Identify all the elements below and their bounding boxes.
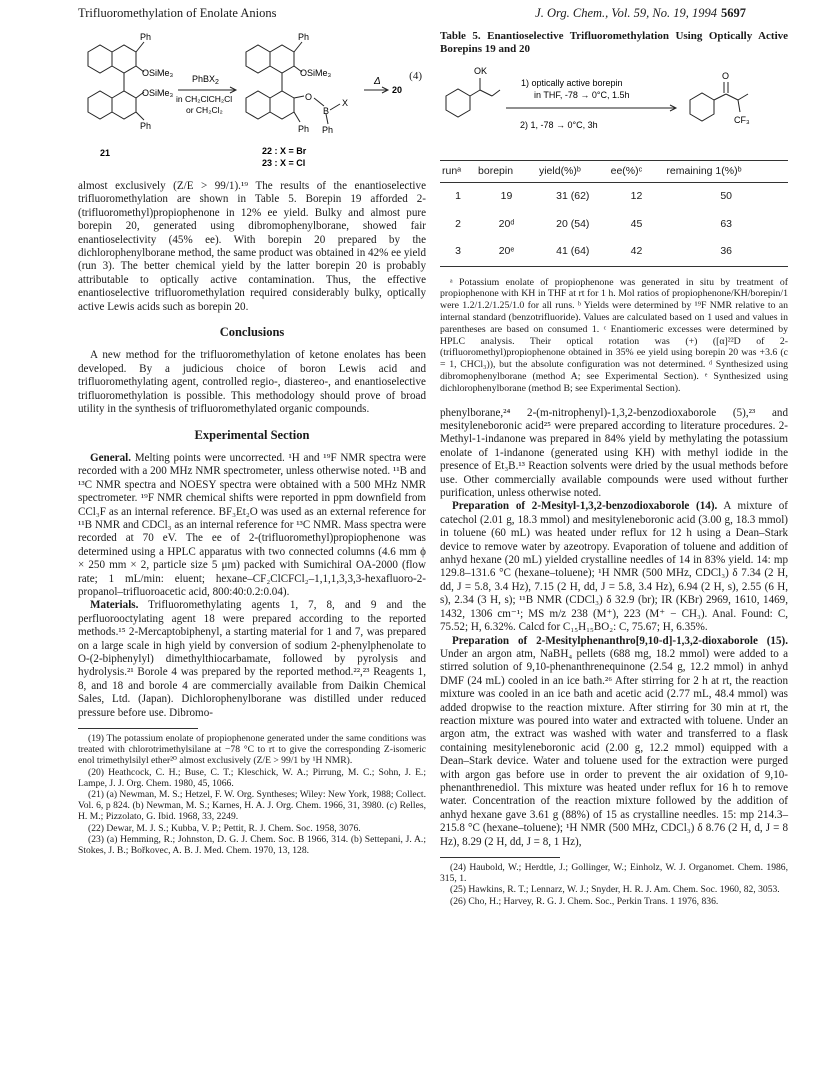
cell: 50 — [720, 190, 733, 203]
right-column — [440, 30, 788, 907]
sm-ph-top: Ph — [140, 32, 152, 42]
product-osime3: OSiMe₃ — [300, 68, 332, 78]
footnote-26: (26) Cho, H.; Harvey, R. G. J. Chem. Soc., Perkin Trans. 1 1976, 836. — [450, 895, 719, 907]
table5-reaction — [440, 60, 788, 160]
equation-number: (4) — [409, 70, 422, 82]
page-number: 5697 — [721, 6, 746, 20]
table-row — [440, 183, 788, 211]
product-ph-top: Ph — [298, 32, 310, 42]
cell: 31 (62) — [556, 190, 590, 203]
product-label-23: 23 : X = Cl — [262, 158, 306, 168]
results-paragraph: almost exclusively (Z/E > 99/1).¹⁹ The results of the enantioselective trifluoromethylation are shown in Table 5. Borepin 19 afforded 2-(trifluoromethyl)propiophenone in 12% ee yield. Bulky and almost pure borepin 20, generated using dibromophenylborane, showed fair enantioselectivity (45% ee). With borepin 20 prepared by the dichlorophenylborane method, the same product was obtained in 42% ee yield (run 3). The better chemical yield by the latter borepin 20 is probably attributable to optically active contamination. Thus, the effective enantioselective trifluoromethylation required considerably bulky, optically active Lewis acids such as borepin 20. — [78, 180, 426, 313]
footnote-19: (19) The potassium enolate of propiophenone generated under the same conditions was treated with chlorotrimethylsilane at −78 °C to rt to give the corresponding Z-isomeric enol trimethylsilyl ether²⁰ almost exclusively (Z/E > 99/1 by ¹H NMR). — [78, 733, 426, 767]
cell: 42 — [609, 238, 665, 266]
col-yield: yield(%)ᵇ — [537, 161, 609, 183]
cell: 3 — [440, 238, 476, 266]
product-x: X — [342, 98, 349, 108]
sm-ph-bottom: Ph — [140, 121, 152, 131]
rxn-product-cf3: CF₃ — [734, 115, 750, 125]
footnote-23: (23) (a) Hemming, R.; Johnston, D. G. J. Chem. Soc. B 1966, 314. (b) Settepani, J. A.; Stokes, J. B.; Bořkovec, A. B. J. Med. Chem. 1970, 13, 128. — [78, 833, 426, 857]
table5 — [440, 160, 788, 267]
cell: 19 — [500, 190, 513, 203]
footnote-rule — [440, 857, 560, 858]
prep-15-paragraph: Preparation of 2-Mesitylphenanthro[9,10-d]-1,3,2-dioxaborole (15). Under an argon atm, NaBH₄ pellets (688 mg, 18.2 mmol) were added to a stirred solution of 9,10-phenanthrenequinone (2.54 g, 12.2 mmol) in anhyd DMF (24 mL) cooled in an ice bath.²⁶ After stirring for 2 h at rt, the reaction mixture was cooled in an ice bath and acetic acid (2.77 mL, 48.4 mmol) was added dropwise to the reaction mixture. After stirring for 30 min at rt, the reaction mixture was poured into water and extracted with toluene. Under an argon atm, the extract was washed with water and transferred to a flask containing mesityleneboronic acid (2.00 g, 12.2 mmol) equipped with a Dean–Stark device. Water and toluene used for the extraction were purged with argon gas before use in order to prevent the air oxidation of 9,10-phenanthrenediol. This mixture was heated under reflux for 16 h to remove water. Concentration of the reaction mixture followed by the addition of anhyd hexane gave 3.61 g (88%) of 15 as crystalline needles. 15: mp 214.3–215.8 °C (hexane–toluene); ¹H NMR (500 MHz, CDCl₃) δ 8.76 (2 H, d, J = 8 Hz), 8.29 (2 H, dd, J = 8, 1 Hz), — [440, 634, 788, 848]
conclusions-heading: Conclusions — [219, 325, 285, 340]
general-paragraph: General. Melting points were uncorrected. ¹H and ¹⁹F NMR spectra were recorded with a 200 MHz NMR spectrometer, unless otherwise noted. ¹¹B and ¹³C NMR spectra and NOESY spectra were obtained with a 500 MHz NMR spectrometer. ¹⁹F NMR chemical shifts were reported in ppm downfield from CCl₃F as an internal reference. BF₃Et₂O was used as an external reference for ¹¹B NMR and CDCl₃ as an internal reference for ¹³C NMR. Mass spectra were recorded at 70 eV. The ee of 2-(trifluoromethyl)propiophenone was determined using a HPLC apparatus with two connected columns (4.6 mm ϕ × 250 mm × 2, particle size 5 μm) packed with Sumichiral OA-2000 (flow rate; 1 mL/min: eluent; hexane–CF₂ClCFCl₂–1,1,1,3,3,3-hexafluoro-2-propanol–trifluoroacetic acid, 800:40:0.2:0.04). — [78, 451, 426, 598]
sm-osime3-bottom: OSiMe₃ — [142, 88, 174, 98]
cell: 36 — [664, 238, 788, 266]
cell: 20ᵈ — [498, 217, 515, 230]
materials-label: Materials. — [90, 599, 139, 612]
cell: 20ᵉ — [476, 238, 537, 266]
cell: 2 — [455, 217, 461, 230]
heat-symbol: Δ — [374, 76, 381, 87]
solvent-label-1: in CH₂ClCH₂Cl — [176, 94, 233, 104]
rxn-ok: OK — [474, 66, 488, 76]
product-ph-bottom: Ph — [298, 124, 310, 134]
materials-paragraph: Materials. Trifluoromethylating agents 1, 7, 8, and 9 and the perfluorooctylating agent 18 were prepared according to the reported methods.¹⁵ 2-Mercaptobiphenyl, a starting material for 1 and 7, was prepared on a large scale in high yield by conversion of sodium 2-phenylphenolate to O-(2-biphenylyl) dimethylthiocarbamate, followed by pyrolysis and hydrolysis.²¹ Borole 4 was prepared by the reported method.²²,²³ Reagents 1, 8, and 18 and borole 4 are commercially available from Daikin Chemical Sales, Ltd. (Japan). Dichlorophenylborane was distilled under reduced pressure before use. Dibromo- — [78, 599, 426, 719]
footnote-rule — [78, 728, 198, 729]
product-ph-boron: Ph — [322, 125, 334, 135]
product-oxygen: O — [305, 92, 313, 102]
table-header-row — [440, 161, 788, 183]
rxn-step1b: in THF, -78 → 0°C, 1.5h — [534, 90, 630, 100]
scheme-drawing — [78, 30, 426, 180]
left-column — [78, 30, 426, 856]
conclusions-paragraph: A new method for the trifluoromethylation of ketone enolates has been developed. By a judicious choice of boron Lewis acid and trifluoromethylating agent, controlled regio-, diastereo-, and enantioselective trifluoromethylation is possible. This methodology should prove of broad utility in the synthesis of trifluoromethylated organic compounds. — [78, 349, 426, 416]
cell: 41 (64) — [537, 238, 609, 266]
sm-osime3-top: OSiMe₃ — [142, 68, 174, 78]
table-row — [440, 211, 788, 238]
col-ee: ee(%)ᶜ — [609, 161, 665, 183]
cell: 1 — [455, 190, 461, 203]
prep-15-label: Preparation of 2-Mesitylphenanthro[9,10-d]-1,3,2-dioxaborole (15). — [452, 634, 788, 647]
footnote-25: (25) Hawkins, R. T.; Lennarz, W. J.; Snyder, H. R. J. Am. Chem. Soc. 1960, 82, 3053. — [450, 884, 780, 896]
col-borepin: borepin — [476, 161, 537, 183]
reagent-label: PhBX$_2$ — [192, 74, 219, 86]
product-label-22: 22 : X = Br — [262, 146, 307, 156]
cell: 12 — [630, 190, 643, 203]
prep-14-paragraph: Preparation of 2-Mesityl-1,3,2-benzodioxaborole (14). A mixture of catechol (2.01 g, 18.3 mmol) and mesityleneboronic acid (3.00 g, 18.3 mmol) in toluene (60 mL) was heated under reflux for 12 h using a Dean–Stark device to remove water by azeotropy. Evaporation of toluene and addition of anhyd hexane (20 mL) yielded crystalline needles of 14 in 83% yield. 14: mp 129.8–131.6 °C (hexane–toluene); ¹H NMR (500 MHz, CDCl₃) δ 7.34 (2 H, dd, J = 5.8, 3.4 Hz), 7.15 (2 H, dd, J = 5.8, 3.4 Hz), 6.94 (2 H, s), 2.55 (6 H, s), 2.34 (3 H, s); ¹¹B NMR (CDCl₃) δ 32.9 (br); IR (KBr) 2969, 1610, 1469, 1432, 1306 cm⁻¹; MS m/z 238 (M⁺), 223 (M⁺ − CH₃). Anal. Found: C, 75.52; H, 6.32%. Calcd for C₁₅H₁₅BO₂: C, 75.67; H, 6.35%. — [440, 500, 788, 634]
sm-label: 21 — [100, 148, 111, 158]
col-remaining: remaining 1(%)ᵇ — [664, 161, 788, 183]
footnote-20: (20) Heathcock, C. H.; Buse, C. T.; Kleschick, W. A.; Pirrung, M. C.; Sohn, J. E.; Lampe, J. J. Org. Chem. 1980, 45, 1066. — [78, 766, 426, 789]
general-label: General. — [90, 451, 131, 464]
table5-title: Table 5. Enantioselective Trifluoromethylation Using Optically Active Borepins 19 and 20 — [440, 30, 789, 55]
cell: 45 — [630, 217, 643, 230]
table-row — [440, 238, 788, 266]
solvent-label-2: or CH₂Cl₂ — [186, 105, 223, 115]
cell: 63 — [720, 217, 733, 230]
journal-citation — [535, 6, 746, 21]
running-title: Trifluoromethylation of Enolate Anions — [78, 6, 277, 20]
product-boron: B — [323, 106, 330, 116]
experimental-heading: Experimental Section — [194, 427, 310, 442]
scheme-equation-4 — [78, 30, 426, 180]
rxn-step1a: 1) optically active borepin — [521, 78, 623, 88]
materials-continued-paragraph: phenylborane,²⁴ 2-(m-nitrophenyl)-1,3,2-benzodioxaborole (5),²³ and mesityleneboronic acid²⁵ were prepared according to literature procedures. 2-Methyl-1-indanone was prepared in 84% yield by methylating the potassium enolate of 1-indanone (generated using KH) with methyl iodide in the presence of Et₃B.¹³ Reaction solvents were dried by the usual methods before use. Other commercially available compounds were used without further purification, unless otherwise noted. — [440, 406, 788, 500]
footnote-22: (22) Dewar, M. J. S.; Kubba, V. P.; Pettit, R. J. Chem. Soc. 1958, 3076. — [88, 822, 361, 834]
cell: 20 (54) — [556, 217, 590, 230]
footnote-24: (24) Haubold, W.; Herdtle, J.; Gollinger, W.; Einholz, W. J. Organomet. Chem. 1986, 315, 1. — [440, 862, 788, 885]
journal-name: J. Org. Chem., Vol. 59, No. 19, 1994 — [535, 6, 717, 20]
table5-notes: ᵃ Potassium enolate of propiophenone was generated in situ by treatment of propiophenone with KH in THF at rt for 1 h. Mol ratios of propiophenone/KH/borepin/1 were 1.2/1.2/1.25/1.0 for all runs. ᵇ Yields were determined by ¹⁹F NMR relative to an internal standard (benzotrifluoride). Values are calculated based on 1 used and values in parentheses are based on consumed 1. ᶜ Enantiomeric excesses were determined by HPLC analysis. Their optical rotation was (+) ([α]²²D of 2-(trifluoromethyl)propiophenone obtained in 35% ee yield using borepin 20 was +3.6 (c = 1, CHCl₃)), but the absolute configuration was not determined. ᵈ Synthesized using dibromophenylborane (method A; see Experimental Section). ᵉ Synthesized using dichlorophenylborane (method B; see Experimental Section). — [440, 276, 788, 394]
table5-reaction-drawing — [440, 60, 788, 160]
arrow2-product: 20 — [392, 85, 403, 95]
col-run: runᵃ — [440, 161, 476, 183]
rxn-product-o: O — [722, 71, 730, 81]
footnote-21: (21) (a) Newman, M. S.; Hetzel, F. W. Org. Syntheses; Wiley: New York, 1988; Collect. Vol. 6, p 824. (b) Newman, M. S.; Karnes, H. A. J. Org. Chem. 1966, 31, 3980. (c) Relles, H. M.; Pizzolato, G. Ibid. 1968, 33, 2249. — [78, 789, 426, 823]
prep-14-label: Preparation of 2-Mesityl-1,3,2-benzodioxaborole (14). — [452, 500, 718, 513]
rxn-step2: 2) 1, -78 → 0°C, 3h — [520, 120, 598, 130]
